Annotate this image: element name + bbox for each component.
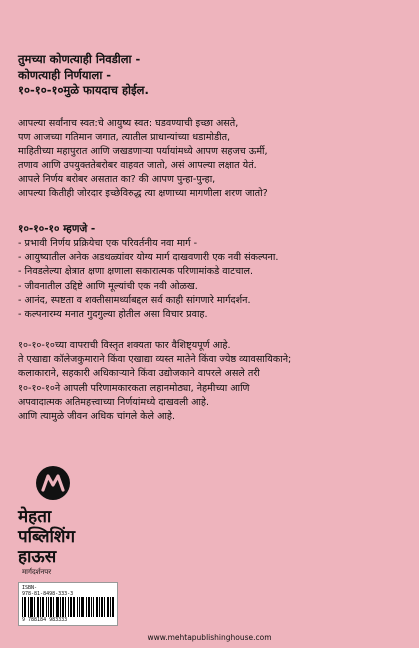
publisher-website: www.mehtapublishinghouse.com: [147, 633, 272, 642]
headline-line-3: १०-१०-१०मुळे फायदाच होईल.: [18, 83, 149, 97]
bullet-item: - निवडलेल्या क्षेत्रात क्षणा क्षणाला सकारात्मक परिणामांकडे वाटचाल.: [18, 266, 254, 278]
isbn-number: 978-81-8498-333-3: [22, 591, 74, 597]
bullet-item: - कल्पनारम्य मनात गुदगुल्या होतील असा विचार प्रवाह.: [18, 309, 208, 321]
closing-paragraph: [18, 339, 410, 424]
publisher-name: [18, 507, 75, 567]
headline: [18, 52, 398, 99]
closing-line: १०-१०-१०च्या वापराची विस्तृत शक्यता फार वैशिष्ट्यपूर्ण आहे.: [18, 340, 231, 351]
publisher-name-line: मेहता: [18, 507, 52, 527]
intro-line: आपले निर्णय बरोबर असतात का? की आपण पुन्हा-पुन्हा,: [18, 174, 216, 185]
bullet-item: - आनंद, स्पष्टता व शक्तीसामर्थ्याबद्दल सर्व काही सांगणारे मार्गदर्शन.: [18, 294, 251, 306]
closing-line: कलाकाराने, सहकारी अधिकाऱ्याने किंवा उद्योजकाने वापरले असले तरी: [18, 368, 260, 380]
bullet-item: - प्रभावी निर्णय प्रक्रियेचा एक परिवर्तनीय नवा मार्ग -: [18, 238, 198, 249]
intro-line: आपल्या सर्वांनाच स्वत:चे आयुष्य स्वत: घडवण्याची इच्छा असते,: [18, 118, 239, 129]
publisher-name-line: पब्लिशिंग: [18, 527, 76, 547]
isbn-barcode: [18, 582, 118, 626]
category-tagline: मार्गदर्शनपर: [22, 568, 52, 576]
intro-line: आपल्या कितीही जोरदार इच्छेविरुद्ध त्या क्षणाच्या मागणीला शरण जातो?: [18, 188, 268, 199]
headline-line-1: तुमच्या कोणत्याही निवडीला -: [18, 52, 141, 66]
intro-line: माहितीच्या महापुरात आणि जखडणाऱ्या पर्यायांमध्ये आपण सहजच ऊर्मी,: [18, 146, 268, 157]
barcode-bars: [22, 597, 114, 617]
section-title: १०-१०-१० म्हणजे -: [18, 223, 96, 235]
closing-line: ते एखाद्या कॉलेजकुमाराने किंवा एखाद्या व्यस्त मातेने किंवा ज्येष्ठ व्यावसायिकाने;: [18, 354, 292, 366]
intro-paragraph: [18, 117, 408, 201]
barcode-digits: 9 788184 983333: [22, 617, 68, 623]
isbn-label: [22, 585, 73, 597]
closing-line: आणि त्यामुळे जीवन अधिक चांगले केले आहे.: [18, 411, 176, 423]
headline-line-2: कोणत्याही निर्णयाला -: [18, 67, 112, 82]
publisher-logo-icon: [36, 466, 70, 500]
intro-line: पण आजच्या गतिमान जगात, त्यातील प्राधान्यांच्या धडामोडीत,: [18, 132, 231, 143]
bullet-item: - आयुष्यातील अनेक अडथळ्यांवर योग्य मार्ग दाखवणारी एक नवी संकल्पना.: [18, 252, 279, 264]
isbn-prefix: ISBN-: [22, 585, 38, 591]
closing-line: १०-१०-१०ने आपली परिणामकारकता लहानमोठ्या, नेहमीच्या आणि: [18, 382, 250, 394]
bullet-item: - जीवनातील उद्दिष्टे आणि मूल्यांची एक नवी ओळख.: [18, 280, 198, 292]
bullet-list: [18, 237, 408, 322]
closing-line: अपवादात्मक अतिमहत्त्वाच्या निर्णयांमध्ये दाखवली आहे.: [18, 396, 210, 408]
publisher-name-line: हाऊस: [18, 547, 57, 567]
intro-line: तणाव आणि उपयुक्ततेबरोबर वाहवत जातो, असं आपल्या लक्षात येतं.: [18, 160, 257, 171]
